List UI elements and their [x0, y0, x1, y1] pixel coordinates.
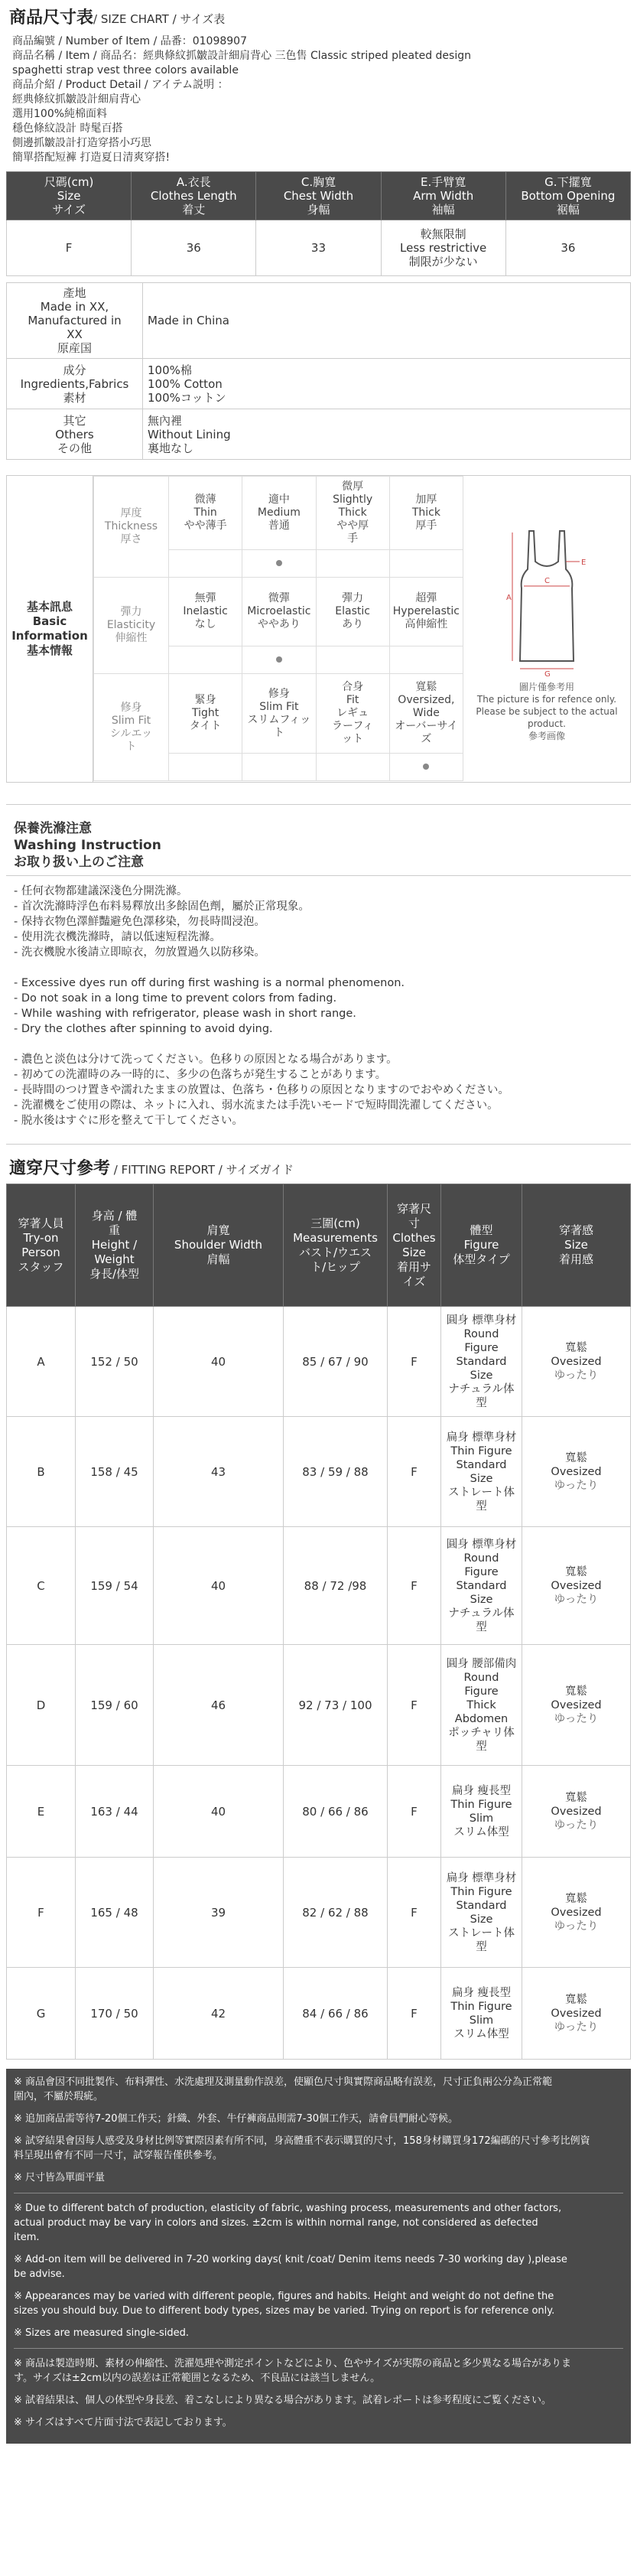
cell-height-weight: 159 / 54: [76, 1527, 154, 1645]
cell-clothes-length: 36: [132, 220, 256, 276]
header-figure: 體型 Figure 体型タイプ: [441, 1184, 522, 1307]
cell-clothes-size: F: [388, 1527, 441, 1645]
cell-size: F: [7, 220, 132, 276]
cell-feel: 寬鬆 Ovesized ゆったり: [522, 1968, 631, 2060]
svg-text:G: G: [544, 670, 551, 676]
attributes: [93, 476, 463, 782]
size-table: [6, 171, 631, 276]
note-line: ※ Appearances may be varied with different people, figures and habits. Height and weight do not define the: [14, 2291, 554, 2302]
fitting-header: [7, 1184, 631, 1307]
cell-figure: 圓身 標準身材 Round Figure Standard Size ナチュラル体 型: [441, 1307, 522, 1417]
fit-slim: 修身 Slim Fit スリムフィッ ト: [242, 674, 316, 754]
note-line: す。サイズは±2cm以内の誤差は正常範囲となるため、不良品には該当しません。: [14, 2372, 381, 2384]
list-item: - 濃色と淡色は分けて洗ってください。色移りの原因となる場合があります。: [14, 1054, 398, 1066]
thickness-slightly-thick: 微厚 Slightly Thick やや厚 手: [316, 477, 389, 550]
cell-figure: 圓身 腰部備肉 Round Figure Thick Abdomen ポッチャリ体 型: [441, 1645, 522, 1766]
fitting-title: [6, 1144, 631, 1184]
cell-height-weight: 170 / 50: [76, 1968, 154, 2060]
elasticity-row: [94, 578, 463, 646]
product-table: [6, 282, 631, 460]
basic-info: [6, 475, 631, 783]
page: [6, 0, 631, 2444]
cell-measurements: 85 / 67 / 90: [284, 1307, 388, 1417]
cell-figure: 扁身 標準身材 Thin Figure Standard Size ストレート体 型: [441, 1858, 522, 1968]
size-table-header: [7, 172, 631, 220]
list-item: - 長時間のつけ置きや濡れたままの放置は、色落ち・色移りの原因となりますのでおやめください。: [14, 1084, 509, 1096]
washing-instructions: [6, 804, 631, 1136]
product-detail-label: 商品介紹 / Product Detail / アイテム説明 ：: [12, 79, 229, 91]
thickness-row: [94, 477, 463, 550]
cell-figure: 扁身 標準身材 Thin Figure Standard Size ストレート体 型: [441, 1417, 522, 1527]
others-value: 無內裡 Without Lining 裏地なし: [143, 409, 631, 460]
cell-person: E: [7, 1766, 76, 1858]
cell-person: A: [7, 1307, 76, 1417]
svg-text:A: A: [506, 594, 512, 602]
fabric-label: 成分 Ingredients,Fabrics 素材: [7, 359, 143, 409]
list-item: - 保持衣物色澤鮮豔避免色澤移染，勿長時間浸泡。: [14, 916, 265, 928]
fit-regular: 合身 Fit レギュ ラーフィ ット: [316, 674, 389, 754]
list-item: - Excessive dyes run off during first washing is a normal phenomenon.: [14, 977, 405, 989]
washing-title: 保養洗滌注意 Washing Instruction お取り扱い上のご注意: [14, 821, 161, 870]
product-detail-line: 側邊抓皺設計打造穿搭小巧思: [12, 137, 151, 149]
list-item: - 首次洗滌時浮色布料易釋放出多餘固色劑，屬於正常現象。: [14, 900, 310, 913]
note-line: 料呈現出會有不同一尺寸，試穿報告僅供參考。: [14, 2150, 223, 2161]
fit-oversized: 寬鬆 Oversized, Wide オーバーサイ ズ: [389, 674, 463, 754]
note-line: ※ 試穿結果會因每人感受及身材比例等實際因素有所不同，身高體重不表示購買的尺寸，158身材購買身172編碼的尺寸參考比例資: [14, 2135, 590, 2147]
header-feel: 穿著感 Size 着用感: [522, 1184, 631, 1307]
note-line: ※ 商品會因不同批製作、布料彈性、水洗處理及測量動作誤差，使顯色尺寸與實際商品略有誤差，尺寸正負兩公分為正常範: [14, 2076, 553, 2088]
cell-feel: 寬鬆 Ovesized ゆったり: [522, 1307, 631, 1417]
table-row: [7, 1858, 631, 1968]
list-item: - 任何衣物都建議深淺色分開洗滌。: [14, 885, 188, 897]
washing-list: [6, 875, 631, 1136]
list-item: - 洗衣機脫水後請立即晾衣，勿放置過久以防移染。: [14, 946, 265, 959]
cell-feel: 寬鬆 Ovesized ゆったり: [522, 1417, 631, 1527]
cell-feel: 寬鬆 Ovesized ゆったり: [522, 1858, 631, 1968]
cell-measurements: 82 / 62 / 88: [284, 1858, 388, 1968]
fit-row: [94, 674, 463, 754]
tank-top-diagram-icon: [489, 516, 604, 676]
table-row: [7, 409, 631, 460]
note-line: ※ Sizes are measured single-sided.: [14, 2327, 190, 2339]
image-caption: product.: [528, 718, 566, 729]
cell-person: D: [7, 1645, 76, 1766]
fitting-table: [6, 1184, 631, 2060]
note-line: ※ 試着結果は、個人の体型や身長差、着こなしにより異なる場合があります。試着レポートは参考程度にご覧ください。: [14, 2395, 551, 2406]
list-item: - 初めての洗濯時のみ一時的に、多少の色落ちが発生することがあります。: [14, 1069, 387, 1081]
header-arm-width: E.手臂寬 Arm Width 袖幅: [381, 172, 505, 220]
note-line: sizes you should buy. Due to different body types, sizes may be varied. Trying on report is for reference only.: [14, 2305, 555, 2317]
notes-panel: [6, 2069, 631, 2444]
origin-value: Made in China: [143, 283, 631, 359]
size-chart-title: [6, 0, 631, 33]
cell-feel: 寬鬆 Ovesized ゆったり: [522, 1645, 631, 1766]
item-number: 商品編號 / Number of Item / 品番：01098907: [12, 35, 247, 47]
cell-height-weight: 165 / 48: [76, 1858, 154, 1968]
header-clothes-length: A.衣長 Clothes Length 着丈: [132, 172, 256, 220]
cell-height-weight: 163 / 44: [76, 1766, 154, 1858]
note-line: ※ 商品は製造時期、素材の伸縮性、洗濯処理や測定ポイントなどにより、色やサイズが実際の商品と多少異なる場合がありま: [14, 2358, 571, 2369]
table-row: [7, 220, 631, 276]
elasticity-microelastic: 微彈 Microelastic ややあり: [242, 578, 316, 646]
product-detail-line: 穩色條紋設計 時髦百搭: [12, 122, 123, 135]
note-line: be advise.: [14, 2268, 65, 2280]
product-detail-line: 選用100%純棉面料: [12, 108, 108, 120]
note-line: 圍內，不屬於瑕疵。: [14, 2091, 104, 2102]
elasticity-label: 彈力 Elasticity 伸縮性: [94, 578, 169, 674]
list-item: - Do not soak in a long time to prevent colors from fading.: [14, 992, 337, 1005]
elasticity-elastic: 彈力 Elastic あり: [316, 578, 389, 646]
cell-measurements: 80 / 66 / 86: [284, 1766, 388, 1858]
cell-clothes-size: F: [388, 1858, 441, 1968]
header-measurements: 三圍(cm) Measurements バスト/ウエス ト/ヒップ: [284, 1184, 388, 1307]
cell-shoulder: 46: [154, 1645, 284, 1766]
note-line: ※ 追加商品需等待7-20個工作天；針織、外套、牛仔褲商品則需7-30個工作天，請會員們耐心等候。: [14, 2113, 459, 2125]
cell-shoulder: 40: [154, 1766, 284, 1858]
svg-text:C: C: [544, 577, 550, 585]
header-size: 尺碼(cm) Size サイズ: [7, 172, 132, 220]
cell-feel: 寬鬆 Ovesized ゆったり: [522, 1766, 631, 1858]
cell-shoulder: 42: [154, 1968, 284, 2060]
header-bottom-opening: G.下擺寬 Bottom Opening 裾幅: [505, 172, 630, 220]
table-row: [7, 283, 631, 359]
list-item: - While washing with refrigerator, please wash in short range.: [14, 1008, 356, 1020]
thickness-thin: 微薄 Thin やや薄手: [169, 477, 242, 550]
cell-figure: 扁身 瘦長型 Thin Figure Slim スリム体型: [441, 1968, 522, 2060]
item-name: 商品名稱 / Item / 商品名：經典條紋抓皺設計細肩背心 三色售 Classic striped pleated design: [12, 50, 471, 62]
thickness-label: 厚度 Thickness 厚さ: [94, 477, 169, 578]
cell-arm-width: 較無限制 Less restrictive 制限が少ない: [381, 220, 505, 276]
cell-clothes-size: F: [388, 1766, 441, 1858]
others-label: 其它 Others その他: [7, 409, 143, 460]
thickness-medium: 適中 Medium 普通: [242, 477, 316, 550]
cell-chest-width: 33: [256, 220, 381, 276]
item-name-cont: spaghetti strap vest three colors available: [12, 64, 239, 77]
thickness-thick: 加厚 Thick 厚手: [389, 477, 463, 550]
image-caption: The picture is for refence only.: [476, 694, 617, 705]
cell-clothes-size: F: [388, 1307, 441, 1417]
fabric-value: 100%棉 100% Cotton 100%コットン: [143, 359, 631, 409]
cell-person: F: [7, 1858, 76, 1968]
header-chest-width: C.胸寬 Chest Width 身幅: [256, 172, 381, 220]
cell-measurements: 88 / 72 /98: [284, 1527, 388, 1645]
note-line: item.: [14, 2232, 40, 2243]
header-shoulder: 肩寬 Shoulder Width 肩幅: [154, 1184, 284, 1307]
note-line: ※ サイズはすべて片面寸法で表記しております。: [14, 2417, 232, 2428]
product-detail-line: 經典條紋抓皺設計細肩背心: [12, 93, 141, 106]
size-chart-heading: 商品尺寸表: [9, 8, 94, 28]
selected-indicator-icon: [276, 560, 282, 566]
fit-label: 修身 Slim Fit シルエッ ト: [94, 674, 169, 781]
image-caption: 圖片僅參考用: [518, 682, 574, 692]
fit-tight: 緊身 Tight タイト: [169, 674, 242, 754]
note-line: ※ Add-on item will be delivered in 7-20 working days( knit /coat/ Denim items needs 7-30 working day ),please: [14, 2254, 567, 2265]
cell-shoulder: 40: [154, 1527, 284, 1645]
svg-text:E: E: [581, 559, 587, 567]
elasticity-hyperelastic: 超彈 Hyperelastic 高伸縮性: [389, 578, 463, 646]
list-item: - 洗濯機をご使用の際は、ネットに入れ、弱水流または手洗いモードで短時間洗濯してください。: [14, 1099, 499, 1112]
cell-clothes-size: F: [388, 1968, 441, 2060]
cell-person: C: [7, 1527, 76, 1645]
cell-measurements: 92 / 73 / 100: [284, 1645, 388, 1766]
cell-figure: 扁身 瘦長型 Thin Figure Slim スリム体型: [441, 1766, 522, 1858]
basic-info-label: 基本訊息 Basic Information 基本情報: [7, 476, 93, 782]
product-info: [6, 33, 631, 167]
note-line: ※ 尺寸皆為單面平量: [14, 2172, 106, 2184]
cell-measurements: 84 / 66 / 86: [284, 1968, 388, 2060]
table-row: [7, 1766, 631, 1858]
cell-height-weight: 152 / 50: [76, 1307, 154, 1417]
table-row: [7, 1968, 631, 2060]
size-chart-subtitle: / SIZE CHART / サイズ表: [93, 12, 226, 26]
note-line: actual product may be vary in colors and sizes. ±2cm is within normal range, not considered as defected: [14, 2217, 538, 2229]
cell-bottom-opening: 36: [505, 220, 630, 276]
header-person: 穿著人員 Try-on Person スタッフ: [7, 1184, 76, 1307]
image-caption: Please be subject to the actual: [476, 706, 618, 717]
image-caption: 參考画像: [528, 731, 565, 741]
cell-measurements: 83 / 59 / 88: [284, 1417, 388, 1527]
fitting-heading: 適穿尺寸參考: [9, 1159, 111, 1178]
cell-clothes-size: F: [388, 1417, 441, 1527]
cell-shoulder: 40: [154, 1307, 284, 1417]
elasticity-inelastic: 無彈 Inelastic なし: [169, 578, 242, 646]
cell-figure: 圓身 標準身材 Round Figure Standard Size ナチュラル体 型: [441, 1527, 522, 1645]
cell-height-weight: 159 / 60: [76, 1645, 154, 1766]
cell-height-weight: 158 / 45: [76, 1417, 154, 1527]
note-line: ※ Due to different batch of production, elasticity of fabric, washing process, measurements and other factors,: [14, 2203, 562, 2214]
cell-person: B: [7, 1417, 76, 1527]
origin-label: 產地 Made in XX, Manufactured in XX 原産国: [7, 283, 143, 359]
list-item: - Dry the clothes after spinning to avoid dying.: [14, 1023, 273, 1035]
table-row: [7, 1527, 631, 1645]
cell-feel: 寬鬆 Ovesized ゆったり: [522, 1527, 631, 1645]
table-row: [7, 1417, 631, 1527]
table-row: [7, 1307, 631, 1417]
table-row: [7, 1645, 631, 1766]
header-height-weight: 身高 / 體 重 Height / Weight 身長/体型: [76, 1184, 154, 1307]
product-detail-line: 簡單搭配短褲 打造夏日清爽穿搭!: [12, 151, 171, 164]
cell-person: G: [7, 1968, 76, 2060]
cell-shoulder: 39: [154, 1858, 284, 1968]
list-item: - 脱水後はすぐに形を整えて干してください。: [14, 1115, 243, 1127]
table-row: [7, 359, 631, 409]
attributes-table: [93, 476, 463, 781]
cell-clothes-size: F: [388, 1645, 441, 1766]
cell-shoulder: 43: [154, 1417, 284, 1527]
garment-illustration: [463, 476, 630, 782]
list-item: - 使用洗衣機洗滌時，請以低速短程洗滌。: [14, 931, 221, 943]
selected-indicator-icon: [423, 764, 429, 770]
fitting-subtitle: / FITTING REPORT / サイズガイド: [110, 1163, 294, 1177]
selected-indicator-icon: [276, 656, 282, 663]
header-clothes-size: 穿著尺 寸 Clothes Size 着用サ イズ: [388, 1184, 441, 1307]
